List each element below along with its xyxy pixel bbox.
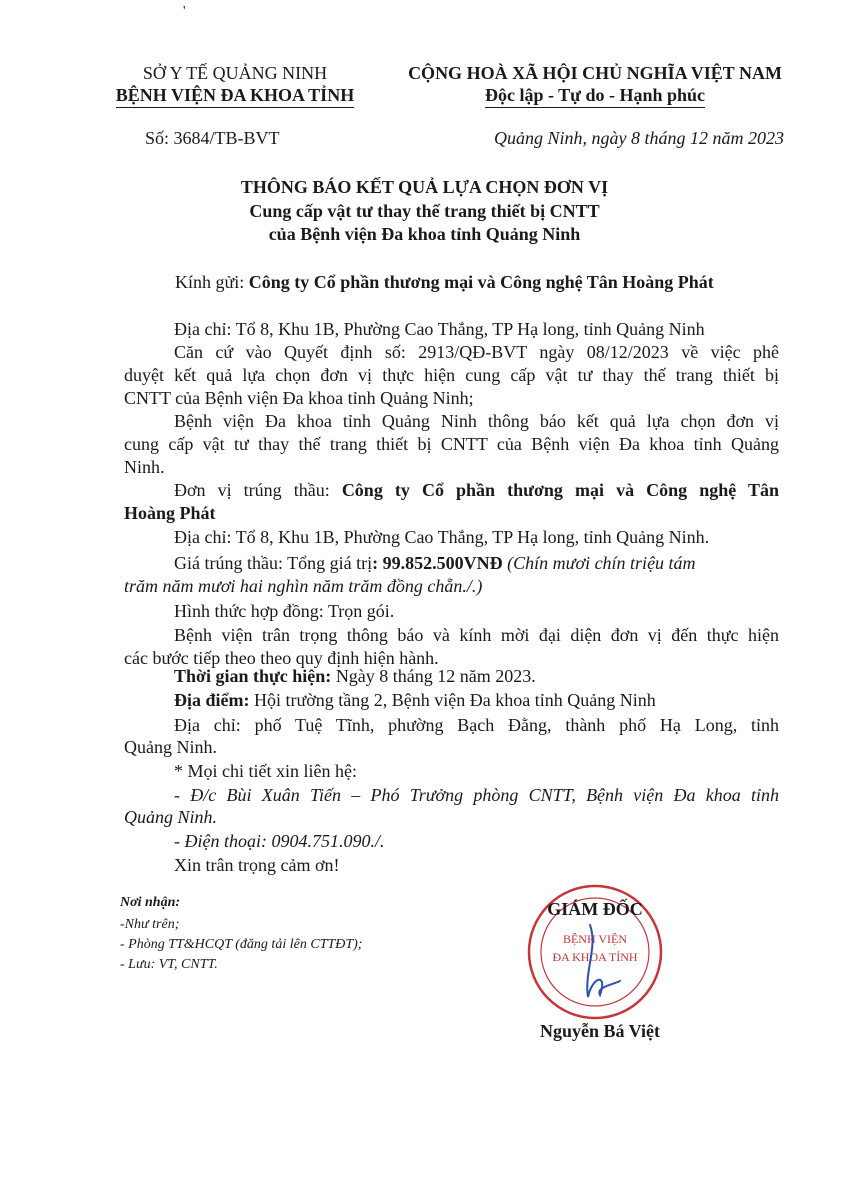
winner-line-2: Hoàng Phát: [124, 503, 216, 523]
price-value: : 99.852.500VNĐ: [372, 553, 503, 573]
seal-text-1: BỆNH VIỆN: [562, 932, 628, 946]
venue-line: [174, 689, 656, 711]
time-label: Thời gian thực hiện:: [174, 666, 332, 686]
country-name: CỘNG HOÀ XÃ HỘI CHỦ NGHĨA VIỆT NAM: [408, 63, 782, 83]
price-label: Giá trúng thầu: Tổng giá trị: [174, 553, 373, 573]
notice-line-1: Bệnh viện Đa khoa tỉnh Quảng Ninh thông báo kết quả lựa chọn đơn vị: [174, 411, 779, 431]
time-line: [174, 665, 536, 687]
document-title: THÔNG BÁO KẾT QUẢ LỰA CHỌN ĐƠN VỊ: [240, 177, 609, 197]
basis-line-2: duyệt kết quả lựa chọn đơn vị thực hiện cung cấp vật tư thay thế trang thiết bị: [124, 365, 779, 385]
recipients-item: - Phòng TT&HCQT (đăng tải lên CTTĐT);: [120, 937, 363, 952]
venue-address-2: Quảng Ninh.: [124, 737, 217, 757]
notice-line-2: cung cấp vật tư thay thế trang thiết bị CNTT của Bệnh viện Đa khoa tỉnh Quảng: [124, 434, 779, 454]
place-date: Quảng Ninh, ngày 8 tháng 12 năm 2023: [494, 128, 784, 148]
venue-label: Địa điểm:: [174, 690, 250, 710]
venue-value: Hội trường tầng 2, Bệnh viện Đa khoa tỉnh Quảng Ninh: [249, 690, 656, 710]
document-body: [124, 0, 779, 1200]
invite-line-2: các bước tiếp theo theo quy định hiện hành.: [124, 648, 439, 668]
price-line-2: trăm năm mươi hai nghìn năm trăm đồng chẵn./.): [124, 576, 483, 596]
document-subtitle: Cung cấp vật tư thay thế trang thiết bị CNTT: [249, 201, 600, 221]
signer-position: GIÁM ĐỐC: [547, 899, 643, 919]
price-words: (Chín mươi chín triệu tám: [502, 553, 696, 573]
seal-text-2: ĐA KHOA TỈNH: [552, 950, 638, 964]
recipient-name: Công ty Cổ phần thương mại và Công nghệ Tân Hoàng Phát: [248, 272, 714, 292]
signer-name: Nguyễn Bá Việt: [539, 1021, 660, 1041]
venue-address-1: Địa chỉ: phố Tuệ Tĩnh, phường Bạch Đằng, thành phố Hạ Long, tỉnh: [174, 715, 779, 735]
time-value: Ngày 8 tháng 12 năm 2023.: [331, 666, 536, 686]
contact-intro: * Mọi chi tiết xin liên hệ:: [174, 761, 357, 781]
invite-line-1: Bệnh viện trân trọng thông báo và kính mời đại diện đơn vị đến thực hiện: [174, 625, 779, 645]
document-number: Số: 3684/TB-BVT: [145, 128, 280, 148]
winner-label: Đơn vị trúng thầu:: [174, 480, 342, 500]
document-subtitle-2: của Bệnh viện Đa khoa tỉnh Quảng Ninh: [268, 224, 581, 244]
agency-name: SỞ Y TẾ QUẢNG NINH: [142, 63, 328, 83]
winner-address: Địa chỉ: Tổ 8, Khu 1B, Phường Cao Thắng, TP Hạ long, tỉnh Quảng Ninh.: [174, 527, 710, 547]
contact-line-2: Quảng Ninh.: [124, 807, 218, 827]
motto: Độc lập - Tự do - Hạnh phúc: [385, 84, 805, 108]
contact-line-1: - Đ/c Bùi Xuân Tiến – Phó Trưởng phòng CNTT, Bệnh viện Đa khoa tỉnh: [174, 785, 779, 805]
thanks-line: Xin trân trọng cảm ơn!: [174, 855, 340, 875]
price-line-1: [174, 552, 696, 574]
recipients-item: - Lưu: VT, CNTT.: [120, 957, 218, 972]
hospital-name: BỆNH VIỆN ĐA KHOA TỈNH: [90, 84, 380, 108]
contact-phone: - Điện thoại: 0904.751.090./.: [174, 831, 385, 851]
address-line: Địa chỉ: Tổ 8, Khu 1B, Phường Cao Thắng, TP Hạ long, tỉnh Quảng Ninh: [174, 319, 705, 339]
page-mark: ': [183, 4, 186, 19]
basis-line-1: Căn cứ vào Quyết định số: 2913/QĐ-BVT ngày 08/12/2023 về việc phê: [174, 342, 779, 362]
contract-type: Hình thức hợp đồng: Trọn gói.: [174, 601, 395, 621]
winner-name: Công ty Cổ phần thương mại và Công nghệ Tân: [341, 480, 779, 500]
winner-line-1: [174, 479, 779, 501]
basis-line-3: CNTT của Bệnh viện Đa khoa tỉnh Quảng Ninh;: [124, 388, 474, 408]
recipient-label: Kính gửi:: [175, 272, 249, 292]
notice-line-3: Ninh.: [124, 457, 165, 477]
recipients-item: -Như trên;: [120, 917, 180, 932]
recipients-title: Nơi nhận:: [120, 895, 181, 910]
